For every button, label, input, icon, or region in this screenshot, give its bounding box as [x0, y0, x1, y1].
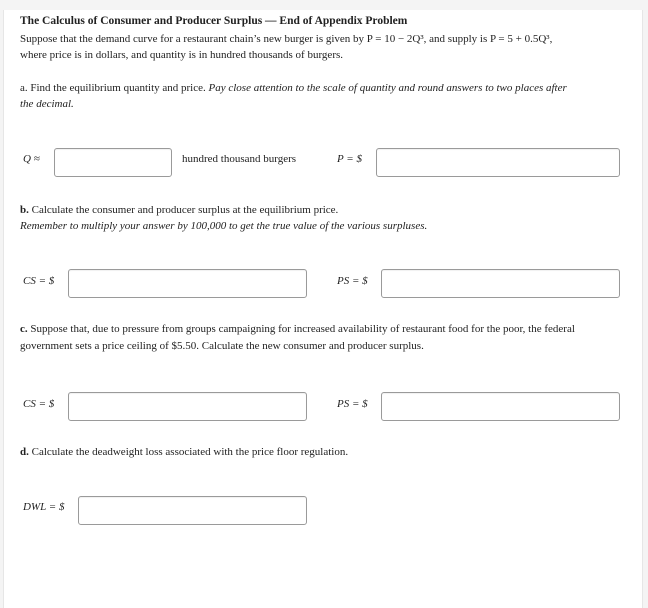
part-a-instruction-line2: [20, 96, 74, 113]
cs-label: CS = $: [23, 275, 55, 287]
part-b-letter: b.: [20, 204, 29, 216]
part-a-prefix: a. Find the equilibrium quantity and price.: [20, 82, 209, 94]
consumer-surplus-ceiling-input[interactable]: [68, 392, 307, 421]
p-label: P = $: [337, 153, 362, 165]
part-b-instruction-line2: [20, 218, 427, 235]
part-a-italic: Pay close attention to the scale of quantity and round answers to two places after: [208, 82, 567, 94]
cs-ceiling-label: CS = $: [23, 398, 55, 410]
quantity-input[interactable]: [54, 148, 172, 177]
ps-label: PS = $: [337, 275, 368, 287]
price-input[interactable]: [376, 148, 620, 177]
part-c-instruction-line2: government sets a price ceiling of $5.50. Calculate the new consumer and producer surplus.: [20, 340, 424, 352]
problem-card: [3, 10, 643, 608]
part-d-instruction: [20, 444, 348, 461]
part-a-italic-line2: the decimal.: [20, 98, 74, 110]
part-b-instruction-line1: [20, 202, 338, 219]
q-label: Q ≈: [23, 153, 40, 165]
part-c-instruction-line1: [20, 321, 575, 338]
part-b-italic: Remember to multiply your answer by 100,000 to get the true value of the various surpluses.: [20, 220, 428, 232]
part-d-text: Calculate the deadweight loss associated with the price floor regulation.: [28, 446, 349, 458]
producer-surplus-ceiling-input[interactable]: [381, 392, 620, 421]
deadweight-loss-input[interactable]: [78, 496, 307, 525]
problem-intro-line2: where price is in dollars, and quantity is in hundred thousands of burgers.: [20, 49, 344, 61]
part-b-text: Calculate the consumer and producer surplus at the equilibrium price.: [28, 204, 339, 216]
dwl-label: DWL = $: [23, 501, 65, 513]
part-c-letter: c.: [20, 323, 28, 335]
part-c-text: Suppose that, due to pressure from groups campaigning for increased availability of restaurant food for the poor, the federal: [27, 323, 575, 335]
problem-intro-line1: Suppose that the demand curve for a restaurant chain’s new burger is given by P = 10 − 2Q³, and supply is P = 5 + 0.5Q³,: [20, 33, 553, 45]
problem-title: The Calculus of Consumer and Producer Surplus — End of Appendix Problem: [20, 15, 408, 27]
ps-ceiling-label: PS = $: [337, 398, 368, 410]
consumer-surplus-input[interactable]: [68, 269, 307, 298]
part-a-instruction-line1: [20, 80, 567, 97]
quantity-unit-label: hundred thousand burgers: [182, 153, 297, 165]
part-d-letter: d.: [20, 446, 29, 458]
producer-surplus-input[interactable]: [381, 269, 620, 298]
